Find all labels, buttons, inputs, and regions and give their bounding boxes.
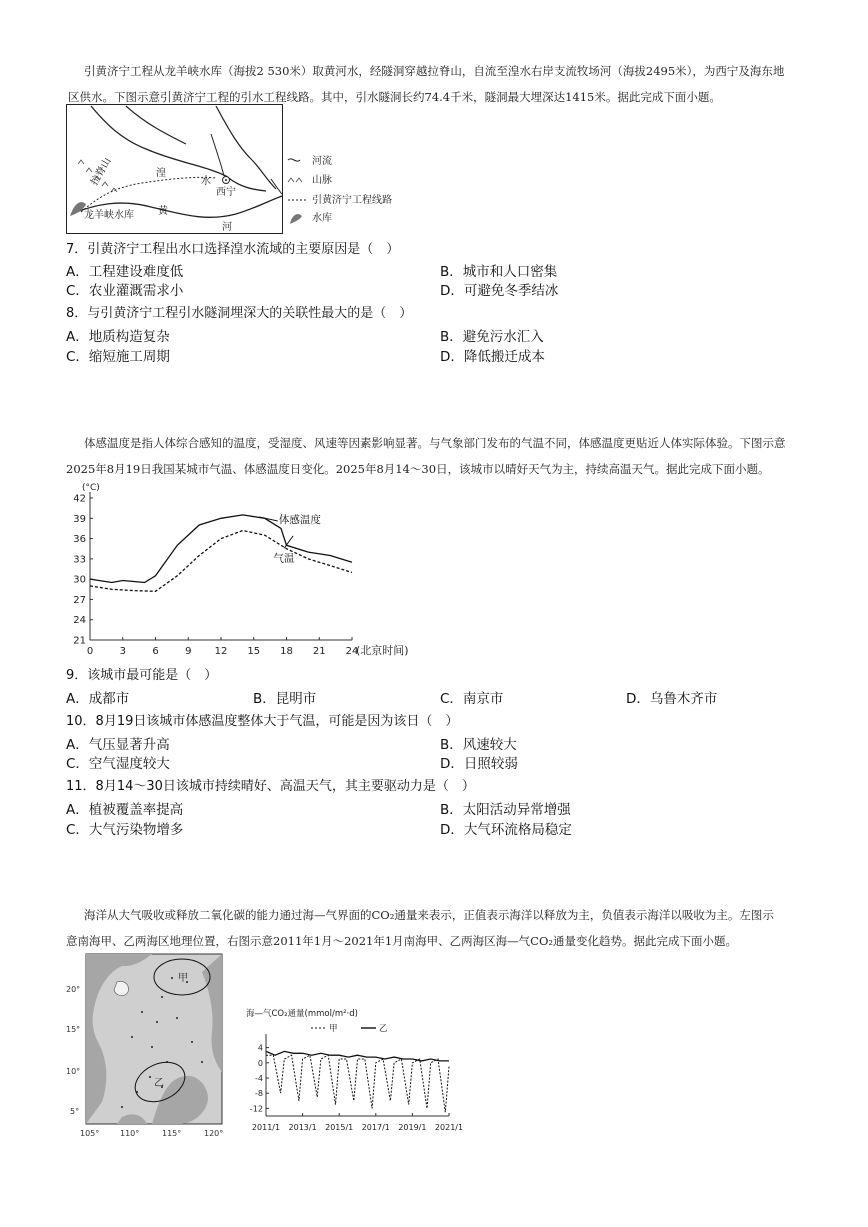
question-8-stem: 8．与引黄济宁工程引水隧洞埋深大的关联性最大的是（ ）	[66, 306, 413, 321]
q7-option-d[interactable]: D．可避免冬季结冰	[440, 283, 559, 299]
legend-label-yi: 乙	[379, 1024, 388, 1034]
x-tick-label: 2017/1	[361, 1123, 390, 1132]
x-tick-label: 24	[345, 646, 359, 657]
x-tick-label: 9	[185, 646, 192, 657]
map-label-xining: 西宁	[216, 187, 236, 198]
y-tick-label: 4	[257, 1043, 263, 1053]
map-label-mountain: 拉脊山	[89, 156, 114, 188]
x-tick-label: 2015/1	[325, 1123, 354, 1132]
y-tick-label: 42	[73, 493, 86, 505]
y-tick-label: 33	[73, 554, 86, 566]
legend-label-jia: 甲	[329, 1024, 338, 1034]
x-tick-label: 0	[86, 646, 94, 657]
x-tick-label: 3	[119, 646, 126, 657]
y-tick-label: 27	[73, 594, 86, 606]
map-label-he: 河	[222, 222, 232, 233]
q7-option-c[interactable]: C．农业灌溉需求小	[66, 283, 184, 299]
x-axis-label: (北京时间)	[356, 644, 409, 657]
legend-mountain: 山脉	[312, 175, 332, 186]
x-tick-label: 2021/1	[434, 1123, 464, 1132]
q8-option-d[interactable]: D．降低搬迁成本	[440, 349, 545, 365]
q10-option-b[interactable]: B．风速较大	[440, 737, 517, 753]
lon-label: 115°	[162, 1129, 182, 1138]
lon-label: 105°	[80, 1129, 100, 1138]
y-tick-label: -4	[255, 1074, 263, 1083]
series-label-apparent-temp: 体感温度	[278, 514, 321, 527]
lon-label: 120°	[204, 1129, 224, 1138]
q8-option-b[interactable]: B．避免污水汇入	[440, 329, 544, 345]
q11-option-b[interactable]: B．太阳活动异常增强	[440, 802, 571, 818]
intro-line: 2025年8月19日我国某城市气温、体感温度日变化。2025年8月14～30日，该城市以晴好天气为主，持续高温天气。据此完成下面小题。	[66, 462, 770, 476]
legend-river: 河流	[312, 156, 332, 167]
intro-line: 海洋从大气吸收或释放二氧化碳的能力通过海—气界面的CO₂通量来表示，正值表示海洋以释放为主，负值表示海洋以吸收为主。左图示	[84, 908, 774, 922]
water-diversion-map	[66, 104, 406, 234]
map-label-shui: 水	[201, 176, 211, 187]
q11-option-d[interactable]: D．大气环流格局稳定	[440, 822, 572, 838]
intro-line: 意南海甲、乙两海区地理位置，右图示意2011年1月～2021年1月南海甲、乙两海区海—气CO₂通量变化趋势。据此完成下面小题。	[66, 934, 737, 948]
question-10-stem: 10．8月19日该城市体感温度整体大于气温，可能是因为该日（ ）	[66, 714, 459, 729]
intro-line: 引黄济宁工程从龙羊峡水库（海拔2 530米）取黄河水，经隧洞穿越拉脊山，自流至湟水右岸支流牧场河（海拔2495米），为西宁及海东地	[84, 64, 785, 78]
y-tick-label: 36	[73, 534, 86, 546]
co2-flux-chart	[244, 1004, 474, 1140]
y-tick-label: 0	[257, 1058, 263, 1068]
lat-label: 5°	[70, 1107, 80, 1116]
x-tick-label: 18	[280, 646, 293, 657]
x-tick-label: 2019/1	[398, 1123, 427, 1132]
y-tick-label: -12	[249, 1104, 263, 1114]
south-china-sea-map	[62, 952, 234, 1142]
q7-option-a[interactable]: A．工程建设难度低	[66, 264, 184, 280]
question-11-stem: 11．8月14～30日该城市持续晴好、高温天气，其主要驱动力是（ ）	[66, 779, 475, 794]
y-tick-label: 21	[73, 635, 86, 647]
series-label-air-temp: 气温	[273, 552, 295, 565]
q9-option-a[interactable]: A．成都市	[66, 691, 130, 707]
q10-option-d[interactable]: D．日照较弱	[440, 756, 518, 772]
lat-label: 15°	[66, 1025, 81, 1034]
q9-option-d[interactable]: D．乌鲁木齐市	[626, 691, 718, 707]
map-label-huang: 湟	[156, 168, 166, 179]
lat-label: 10°	[66, 1067, 81, 1076]
intro-line: 区供水。下图示意引黄济宁工程的引水工程线路。其中，引水隧洞长约74.4千米，隧洞最大埋深达1415米。据此完成下面小题。	[68, 90, 721, 104]
question-9-stem: 9．该城市最可能是（ ）	[66, 668, 218, 683]
area-jia-label: 甲	[178, 973, 188, 984]
lon-label: 110°	[120, 1129, 140, 1138]
temperature-chart	[60, 478, 440, 660]
q9-option-b[interactable]: B．昆明市	[253, 691, 317, 707]
q10-option-c[interactable]: C．空气湿度较大	[66, 756, 170, 772]
legend-reservoir: 水库	[312, 213, 332, 224]
y-tick-label: 39	[73, 513, 86, 525]
series-line-yi	[266, 1051, 449, 1061]
y-tick-label: -8	[255, 1089, 263, 1099]
y-axis-label: 海—气CO₂通量(mmol/m²·d)	[246, 1009, 358, 1019]
q7-option-b[interactable]: B．城市和人口密集	[440, 264, 558, 280]
q8-option-c[interactable]: C．缩短施工周期	[66, 349, 170, 365]
lat-label: 20°	[66, 985, 81, 994]
x-tick-label: 6	[152, 646, 159, 657]
x-tick-label: 21	[312, 646, 326, 657]
map-label-huang-river: 黄	[158, 206, 168, 217]
map-label-reservoir: 龙羊峡水库	[84, 210, 134, 221]
x-tick-label: 15	[247, 646, 261, 657]
y-tick-label: 24	[73, 615, 86, 627]
question-7-stem: 7．引黄济宁工程出水口选择湟水流域的主要原因是（ ）	[66, 242, 400, 257]
q10-option-a[interactable]: A．气压显著升高	[66, 737, 170, 753]
legend-route: 引黄济宁工程线路	[312, 195, 392, 206]
q11-option-a[interactable]: A．植被覆盖率提高	[66, 802, 184, 818]
x-tick-label: 2011/1	[251, 1123, 281, 1132]
y-axis-label: (°C)	[82, 483, 100, 493]
y-tick-label: 30	[73, 574, 86, 586]
q9-option-c[interactable]: C．南京市	[440, 691, 504, 707]
series-line-air-temp	[90, 531, 352, 592]
x-tick-label: 12	[214, 646, 228, 657]
q11-option-c[interactable]: C．大气污染物增多	[66, 822, 184, 838]
x-tick-label: 2013/1	[288, 1123, 317, 1132]
series-line-jia	[266, 1055, 449, 1112]
intro-line: 体感温度是指人体综合感知的温度，受湿度、风速等因素影响显著。与气象部门发布的气温不同，体感温度更贴近人体实际体验。下图示意	[84, 436, 786, 450]
q8-option-a[interactable]: A．地质构造复杂	[66, 329, 170, 345]
area-yi-label: 乙	[154, 1078, 164, 1089]
